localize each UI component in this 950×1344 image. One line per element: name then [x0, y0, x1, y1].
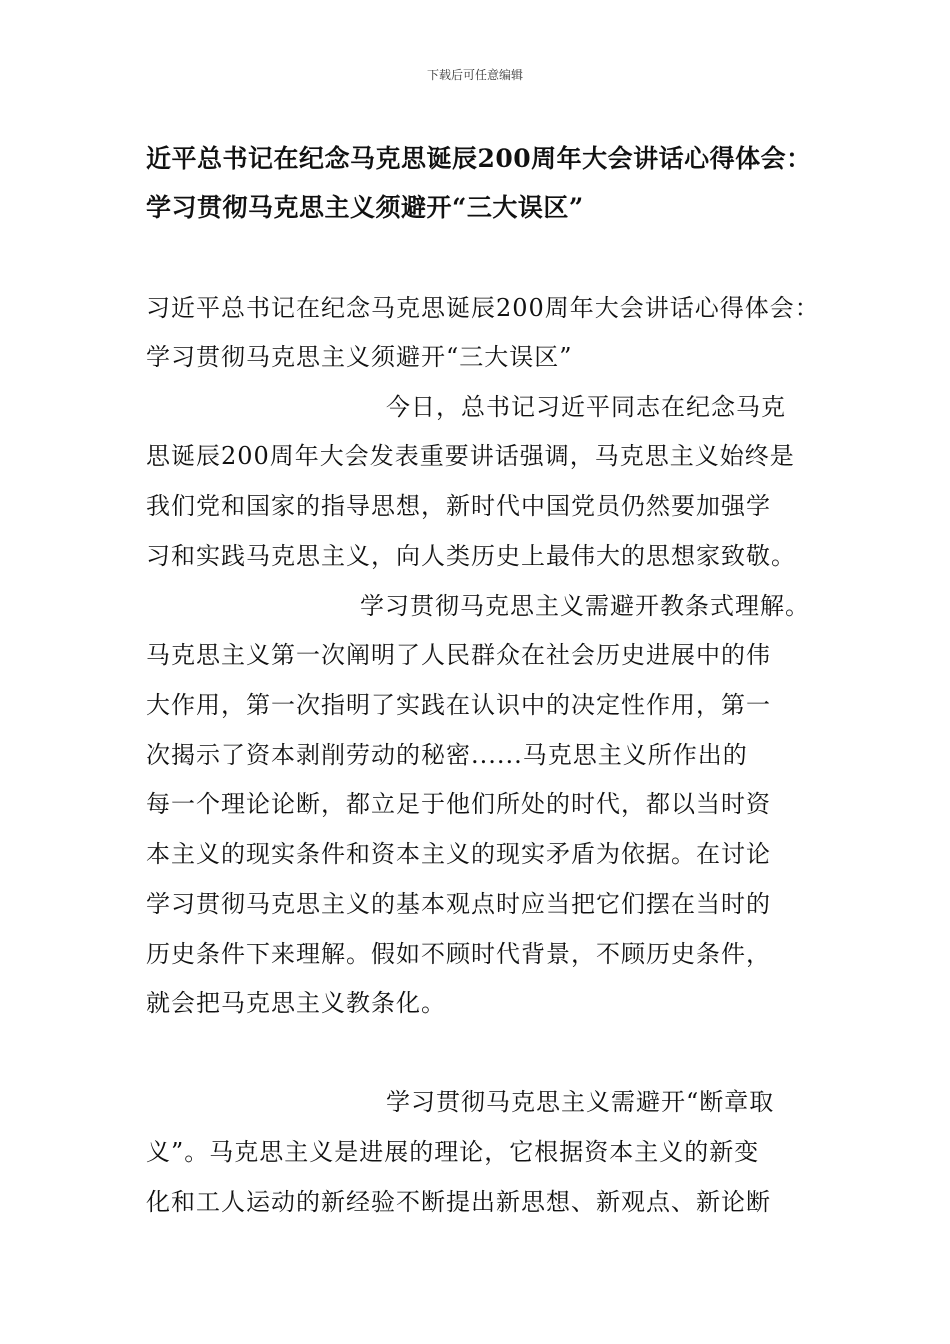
body-line: 就会把马克思主义教条化。: [146, 989, 446, 1017]
body-line: 化和工人运动的新经验不断提出新思想、新观点、新论断: [146, 1188, 771, 1216]
body-line: 学习贯彻马克思主义需避开“断章取: [386, 1088, 775, 1116]
body-line: 大作用，第一次指明了实践在认识中的决定性作用，第一: [146, 691, 771, 719]
body-line: 学习贯彻马克思主义需避开教条式理解。: [360, 592, 810, 620]
body-line: 学习贯彻马克思主义的基本观点时应当把它们摆在当时的: [146, 890, 771, 918]
body-line: 习和实践马克思主义，向人类历史上最伟大的思想家致敬。: [146, 542, 796, 570]
body-line: 习近平总书记在纪念马克思诞辰200周年大会讲话心得体会：: [146, 294, 820, 322]
body-line: 今日，总书记习近平同志在纪念马克: [386, 393, 786, 421]
body-line: 学习贯彻马克思主义须避开“三大误区”: [146, 343, 573, 371]
document-title-line-2: 学习贯彻马克思主义须避开“三大误区”: [146, 193, 584, 222]
body-line: 本主义的现实条件和资本主义的现实矛盾为依据。在讨论: [146, 840, 771, 868]
body-line: 历史条件下来理解。假如不顾时代背景，不顾历史条件，: [146, 940, 771, 968]
page-header-note: 下载后可任意编辑: [426, 68, 523, 82]
body-line: 马克思主义第一次阐明了人民群众在社会历史进展中的伟: [146, 641, 771, 669]
body-line: 次揭示了资本剥削劳动的秘密......马克思主义所作出的: [146, 741, 748, 769]
body-line: 我们党和国家的指导思想，新时代中国党员仍然要加强学: [146, 492, 771, 520]
body-line: 思诞辰200周年大会发表重要讲话强调，马克思主义始终是: [146, 442, 795, 470]
body-line: 义”。马克思主义是进展的理论，它根据资本主义的新变: [146, 1138, 760, 1166]
body-line: 每一个理论论断，都立足于他们所处的时代，都以当时资: [146, 790, 771, 818]
document-title-line-1: 近平总书记在纪念马克思诞辰200周年大会讲话心得体会：: [146, 144, 812, 173]
